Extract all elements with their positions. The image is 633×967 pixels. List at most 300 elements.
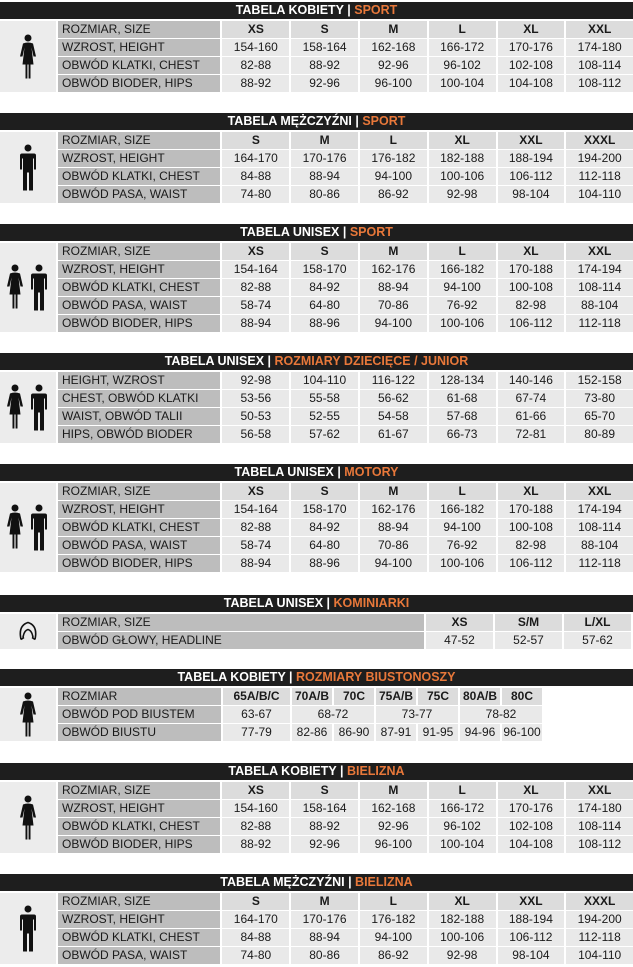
size-value: 64-80 (291, 537, 358, 554)
size-label: XS (426, 614, 493, 631)
table-title-separator: | (351, 114, 363, 128)
size-value: 76-92 (429, 297, 496, 314)
size-value: 70-86 (360, 297, 427, 314)
size-value: 80-86 (291, 947, 358, 964)
woman-figure-icon (0, 688, 56, 741)
table-title-category: BIELIZNA (355, 875, 413, 889)
size-table-women-sport (0, 2, 633, 92)
size-value: 164-170 (222, 911, 289, 928)
size-value: 94-96 (460, 724, 500, 741)
size-value: 66-73 (429, 426, 496, 443)
size-value: 174-194 (566, 501, 633, 518)
size-value: 91-95 (418, 724, 458, 741)
size-value: 158-170 (291, 501, 358, 518)
size-value: 104-110 (291, 372, 358, 389)
size-value: 100-106 (429, 168, 496, 185)
size-label: 75C (418, 688, 458, 705)
couple-figure-icon (0, 483, 56, 572)
size-value: 82-98 (498, 297, 565, 314)
size-value: 68-72 (292, 706, 374, 723)
size-value: 166-172 (429, 39, 496, 56)
size-header-row (58, 21, 633, 38)
size-value: 88-104 (566, 297, 633, 314)
measurement-row (58, 426, 633, 443)
size-header-row (58, 483, 633, 500)
size-value: 158-170 (291, 261, 358, 278)
row-label: OBWÓD BIODER, HIPS (58, 75, 220, 92)
row-label: ROZMIAR, SIZE (58, 243, 220, 260)
row-label: OBWÓD KLATKI, CHEST (58, 168, 220, 185)
size-value: 86-92 (360, 186, 427, 203)
size-label: XS (222, 243, 289, 260)
size-label: M (360, 483, 427, 500)
size-value: 96-102 (429, 57, 496, 74)
size-label: XS (222, 483, 289, 500)
size-header-row (58, 614, 633, 631)
size-value: 82-98 (498, 537, 565, 554)
woman-figure-icon (0, 782, 56, 853)
measurement-row (58, 537, 633, 554)
size-value: 108-112 (566, 836, 633, 853)
size-value: 96-100 (360, 836, 427, 853)
size-label: XS (222, 21, 289, 38)
size-value: 116-122 (360, 372, 427, 389)
size-value: 108-114 (566, 279, 633, 296)
size-table-unisex-sport (0, 224, 633, 332)
row-label: OBWÓD KLATKI, CHEST (58, 929, 220, 946)
size-value: 158-164 (291, 800, 358, 817)
size-value: 98-104 (498, 186, 565, 203)
size-label: M (360, 243, 427, 260)
size-value: 88-96 (291, 555, 358, 572)
table-title-separator: | (285, 670, 297, 684)
size-table-men-bielizna (0, 874, 633, 964)
size-value: 52-57 (495, 632, 562, 649)
size-label: XXL (566, 243, 633, 260)
size-value: 86-92 (360, 947, 427, 964)
size-value: 112-118 (566, 168, 633, 185)
size-label: 65A/B/C (223, 688, 290, 705)
size-value: 80-89 (566, 426, 633, 443)
measurement-row (58, 315, 633, 332)
size-value: 67-74 (498, 390, 565, 407)
size-value: 58-74 (222, 537, 289, 554)
size-table-unisex-junior (0, 353, 633, 443)
woman-figure-icon (0, 21, 56, 92)
size-value: 92-98 (429, 186, 496, 203)
size-value: 112-118 (566, 929, 633, 946)
size-value: 166-172 (429, 800, 496, 817)
figure-icon-panel (0, 132, 56, 203)
row-label: WZROST, HEIGHT (58, 261, 220, 278)
size-value: 82-88 (222, 57, 289, 74)
measurement-row (58, 555, 633, 572)
measurement-row (58, 297, 633, 314)
size-value: 98-104 (498, 947, 565, 964)
size-label: L (360, 893, 427, 910)
size-value: 64-80 (291, 297, 358, 314)
table-title-main: TABELA KOBIETY (177, 670, 286, 684)
size-value: 57-62 (564, 632, 631, 649)
size-value: 84-92 (291, 519, 358, 536)
size-value: 176-182 (360, 911, 427, 928)
size-value: 154-164 (222, 501, 289, 518)
size-value: 92-96 (360, 818, 427, 835)
size-value: 108-114 (566, 818, 633, 835)
row-label: WZROST, HEIGHT (58, 911, 220, 928)
size-table-women-bielizna (0, 763, 633, 853)
size-value: 56-62 (360, 390, 427, 407)
size-label: XL (498, 483, 565, 500)
size-value: 47-52 (426, 632, 493, 649)
size-value: 188-194 (498, 911, 565, 928)
measurement-row (58, 519, 633, 536)
table-title (0, 595, 633, 612)
row-label: OBWÓD BIODER, HIPS (58, 836, 220, 853)
measurement-row (58, 39, 633, 56)
size-label: M (291, 132, 358, 149)
size-value: 72-81 (498, 426, 565, 443)
table-title (0, 224, 633, 241)
size-value: 140-146 (498, 372, 565, 389)
table-title-main: TABELA MĘŻCZYŹNI (220, 875, 345, 889)
table-title-separator: | (336, 764, 347, 778)
size-label: XXL (498, 132, 565, 149)
size-value: 166-182 (429, 501, 496, 518)
size-table-men-sport (0, 113, 633, 203)
size-header-row (58, 132, 633, 149)
size-label: XXL (566, 483, 633, 500)
size-value: 162-168 (360, 800, 427, 817)
size-value: 104-108 (498, 75, 565, 92)
head-figure-icon (0, 614, 56, 649)
size-value: 88-96 (291, 315, 358, 332)
size-value: 94-100 (360, 168, 427, 185)
measurement-row (58, 408, 633, 425)
size-value: 96-100 (503, 725, 541, 739)
size-value: 57-62 (291, 426, 358, 443)
row-label: OBWÓD BIUSTU (58, 724, 221, 741)
size-value: 106-112 (498, 929, 565, 946)
row-label: WZROST, HEIGHT (58, 800, 220, 817)
size-value: 88-94 (222, 555, 289, 572)
couple-figure-icon (0, 372, 56, 443)
size-value: 164-170 (222, 150, 289, 167)
row-label: OBWÓD BIODER, HIPS (58, 555, 220, 572)
row-label: ROZMIAR, SIZE (58, 483, 220, 500)
size-header-row (58, 688, 633, 705)
table-title (0, 2, 633, 19)
size-label: 75A/B (376, 688, 416, 705)
size-value: 100-104 (429, 75, 496, 92)
size-value: 152-158 (566, 372, 633, 389)
size-value: 86-90 (334, 724, 374, 741)
size-value: 106-112 (498, 315, 565, 332)
size-value: 194-200 (566, 150, 633, 167)
size-value: 61-66 (498, 408, 565, 425)
figure-icon-panel (0, 893, 56, 964)
size-value: 100-108 (498, 279, 565, 296)
size-label: XXL (566, 782, 633, 799)
size-label: XL (498, 782, 565, 799)
size-value: 88-92 (291, 57, 358, 74)
size-value: 170-176 (291, 150, 358, 167)
measurement-row (58, 818, 633, 835)
size-value: 50-53 (222, 408, 289, 425)
size-value: 74-80 (222, 186, 289, 203)
row-label: OBWÓD KLATKI, CHEST (58, 57, 220, 74)
size-value: 92-98 (429, 947, 496, 964)
size-table-unisex-kominiarki (0, 595, 633, 649)
measurement-row (58, 501, 633, 518)
size-value: 104-110 (566, 186, 633, 203)
size-value: 80-86 (291, 186, 358, 203)
measurement-row (58, 706, 633, 723)
table-title-main: TABELA UNISEX (234, 465, 334, 479)
size-value: 106-112 (498, 555, 565, 572)
size-label: XXL (566, 21, 633, 38)
size-label: L (429, 483, 496, 500)
size-label: XL (429, 893, 496, 910)
size-header-row (58, 893, 633, 910)
row-label: OBWÓD PASA, WAIST (58, 297, 220, 314)
size-value: 78-82 (460, 706, 542, 723)
table-title (0, 669, 633, 686)
size-value: 56-58 (222, 426, 289, 443)
size-value: 176-182 (360, 150, 427, 167)
size-label: XL (498, 21, 565, 38)
table-title-category: KOMINIARKI (333, 596, 410, 610)
size-value: 73-80 (566, 390, 633, 407)
measurement-row (58, 390, 633, 407)
size-value: 94-100 (360, 929, 427, 946)
table-title-main: TABELA KOBIETY (228, 764, 337, 778)
row-label: ROZMIAR, SIZE (58, 21, 220, 38)
size-value: 88-94 (222, 315, 289, 332)
size-value: 102-108 (498, 57, 565, 74)
row-label: CHEST, OBWÓD KLATKI (58, 390, 220, 407)
size-label: XL (429, 132, 496, 149)
row-label: WZROST, HEIGHT (58, 501, 220, 518)
row-label: HIPS, OBWÓD BIODER (58, 426, 220, 443)
size-label: L (429, 782, 496, 799)
size-header-row (58, 243, 633, 260)
size-value: 70-86 (360, 537, 427, 554)
size-value: 88-92 (222, 75, 289, 92)
size-value: 100-108 (498, 519, 565, 536)
size-value: 74-80 (222, 947, 289, 964)
measurement-row (58, 150, 633, 167)
size-value: 82-88 (222, 818, 289, 835)
size-value: 88-94 (360, 279, 427, 296)
size-value: 92-98 (222, 372, 289, 389)
size-value: 65-70 (566, 408, 633, 425)
man-figure-icon (0, 893, 56, 964)
row-label: ROZMIAR, SIZE (58, 893, 220, 910)
size-label: M (291, 893, 358, 910)
size-value: 112-118 (566, 315, 633, 332)
size-value: 170-176 (498, 800, 565, 817)
measurement-row (58, 929, 633, 946)
size-value: 170-188 (498, 501, 565, 518)
size-value: 82-88 (222, 279, 289, 296)
size-value: 104-108 (498, 836, 565, 853)
row-label: ROZMIAR, SIZE (58, 614, 424, 631)
size-table-unisex-motory (0, 464, 633, 572)
row-label: HEIGHT, WZROST (58, 372, 220, 389)
table-title-separator: | (264, 354, 275, 368)
table-title-main: TABELA UNISEX (223, 596, 324, 610)
size-label: L (429, 21, 496, 38)
row-label: OBWÓD KLATKI, CHEST (58, 818, 220, 835)
row-label: WAIST, OBWÓD TALII (58, 408, 220, 425)
size-value: 88-94 (360, 519, 427, 536)
table-title-separator: | (343, 3, 355, 17)
size-value: 54-58 (360, 408, 427, 425)
row-label: OBWÓD PASA, WAIST (58, 537, 220, 554)
size-label: 80A/B (460, 688, 500, 705)
size-value: 162-176 (360, 501, 427, 518)
measurement-row (58, 372, 633, 389)
size-label: 70C (334, 688, 374, 705)
size-value: 108-114 (566, 519, 633, 536)
size-value: 63-67 (223, 706, 290, 723)
size-value: 77-79 (223, 724, 290, 741)
figure-icon-panel (0, 483, 56, 572)
size-value: 92-96 (360, 57, 427, 74)
size-header-row (58, 782, 633, 799)
size-label: M (360, 21, 427, 38)
size-label: XS (222, 782, 289, 799)
row-label: OBWÓD BIODER, HIPS (58, 315, 220, 332)
size-value: 92-96 (291, 75, 358, 92)
size-value: 73-77 (376, 706, 458, 723)
size-label: S (291, 483, 358, 500)
size-value: 170-188 (498, 261, 565, 278)
row-label: ROZMIAR (58, 688, 221, 705)
size-value: 52-55 (291, 408, 358, 425)
size-value: 88-92 (222, 836, 289, 853)
table-title-category: ROZMIARY DZIECIĘCE / JUNIOR (274, 354, 469, 368)
size-value: 84-88 (222, 929, 289, 946)
size-label: 80C (502, 688, 542, 705)
row-label: OBWÓD PASA, WAIST (58, 186, 220, 203)
figure-icon-panel (0, 372, 56, 443)
size-value: 158-164 (291, 39, 358, 56)
table-title-category: MOTORY (344, 465, 399, 479)
size-value: 162-176 (360, 261, 427, 278)
row-label: OBWÓD KLATKI, CHEST (58, 279, 220, 296)
row-label: ROZMIAR, SIZE (58, 132, 220, 149)
size-value: 84-92 (291, 279, 358, 296)
row-label: ROZMIAR, SIZE (58, 782, 220, 799)
size-value: 94-100 (360, 555, 427, 572)
size-label: M (360, 782, 427, 799)
size-value: 100-106 (429, 929, 496, 946)
measurement-row (58, 632, 633, 649)
size-value: 182-188 (429, 150, 496, 167)
size-value: 154-160 (222, 39, 289, 56)
table-title-main: TABELA MĘŻCZYŹNI (227, 114, 352, 128)
size-value: 100-106 (429, 315, 496, 332)
size-value: 174-194 (566, 261, 633, 278)
table-title-separator: | (344, 875, 356, 889)
size-value: 61-67 (360, 426, 427, 443)
size-value: 96-102 (429, 818, 496, 835)
size-table-women-bra (0, 669, 633, 741)
size-label: S (291, 782, 358, 799)
size-label: S (291, 243, 358, 260)
measurement-row (58, 947, 633, 964)
size-value: 92-96 (291, 836, 358, 853)
figure-icon-panel (0, 782, 56, 853)
row-label: OBWÓD PASA, WAIST (58, 947, 220, 964)
table-title-main: TABELA UNISEX (164, 354, 265, 368)
size-value: 102-108 (498, 818, 565, 835)
size-value: 55-58 (291, 390, 358, 407)
couple-figure-icon (0, 243, 56, 332)
size-value: 96-100 (360, 75, 427, 92)
size-label: S (291, 21, 358, 38)
size-value: 162-168 (360, 39, 427, 56)
size-value: 174-180 (566, 39, 633, 56)
size-value: 100-106 (429, 555, 496, 572)
size-value: 82-86 (292, 724, 332, 741)
size-label: XXXL (566, 132, 633, 149)
size-value: 94-100 (360, 315, 427, 332)
size-value: 128-134 (429, 372, 496, 389)
table-title (0, 353, 633, 370)
measurement-row (58, 57, 633, 74)
figure-icon-panel (0, 21, 56, 92)
size-value: 188-194 (498, 150, 565, 167)
size-value: 58-74 (222, 297, 289, 314)
size-value: 88-92 (291, 818, 358, 835)
measurement-row (58, 261, 633, 278)
figure-icon-panel (0, 243, 56, 332)
row-label: WZROST, HEIGHT (58, 150, 220, 167)
size-value: 57-68 (429, 408, 496, 425)
table-title (0, 763, 633, 780)
size-label: S (222, 893, 289, 910)
table-title-category: SPORT (362, 114, 406, 128)
size-value: 53-56 (222, 390, 289, 407)
measurement-row (58, 911, 633, 928)
size-value: 154-160 (222, 800, 289, 817)
size-value: 88-104 (566, 537, 633, 554)
table-title-category: BIELIZNA (346, 764, 405, 778)
table-title (0, 113, 633, 130)
row-label: OBWÓD POD BIUSTEM (58, 706, 221, 723)
size-value: 76-92 (429, 537, 496, 554)
size-value: 170-176 (498, 39, 565, 56)
size-value: 112-118 (566, 555, 633, 572)
size-value: 100-104 (429, 836, 496, 853)
measurement-row (58, 168, 633, 185)
size-label: L (360, 132, 427, 149)
size-value: 108-114 (566, 57, 633, 74)
size-value: 88-94 (291, 168, 358, 185)
table-title-category: SPORT (354, 3, 398, 17)
measurement-row (58, 724, 633, 741)
row-label: WZROST, HEIGHT (58, 39, 220, 56)
size-label: 70A/B (292, 688, 332, 705)
size-value: 154-164 (222, 261, 289, 278)
table-title-separator: | (323, 596, 334, 610)
size-value: 170-176 (291, 911, 358, 928)
table-title-category: SPORT (349, 225, 393, 239)
size-value: 108-112 (566, 75, 633, 92)
